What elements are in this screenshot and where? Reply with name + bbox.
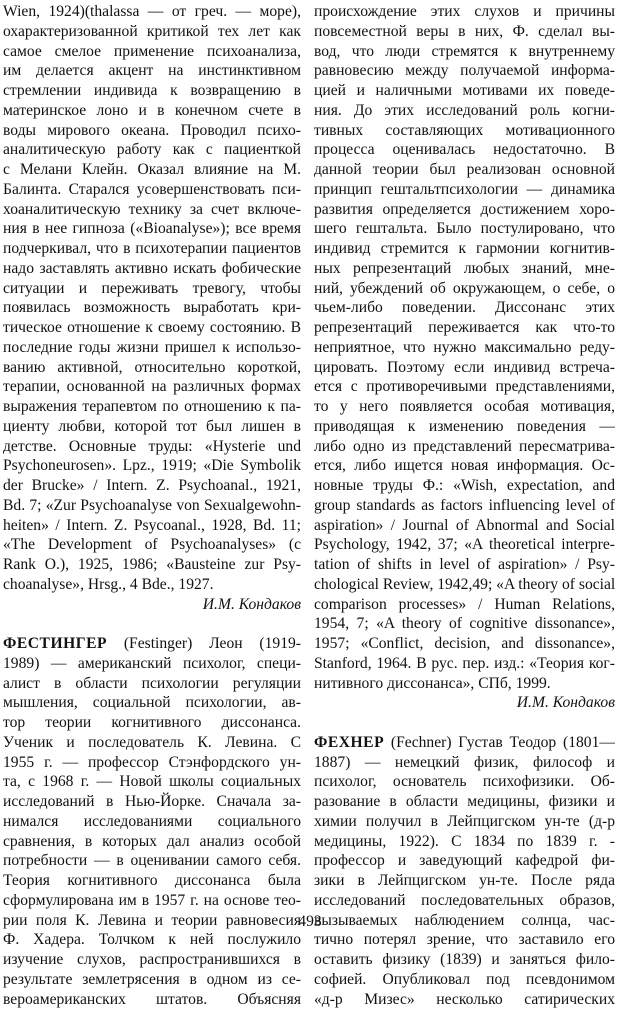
text-line: Rank O.), 1925, 1986; «Bausteine zur Psy- bbox=[3, 555, 301, 575]
text-line: аналитическую работу как с пациенткой bbox=[3, 140, 301, 160]
text-line: ния в нее гипноза («Bioanalyse»); все время bbox=[3, 219, 301, 239]
fechner-heading-rest: (Fechner) Густав Теодор (1801— bbox=[384, 734, 615, 751]
text-line: терапии, основанной на различных формах bbox=[3, 377, 301, 397]
text-line: та, с 1968 г. — Новой школы социальных bbox=[3, 772, 301, 792]
text-line: циенту любви, которой тот был лишен в bbox=[3, 417, 301, 437]
text-line: comparison processes» / Human Relations, bbox=[314, 595, 615, 615]
text-line: исследований последовательных образов, bbox=[314, 891, 615, 911]
text-line: ний, убеждений об окружающем, о себе, о bbox=[314, 279, 615, 299]
text-line: Теория когнитивного диссонанса была bbox=[3, 871, 301, 891]
text-line: развития определяется достижением хоро- bbox=[314, 200, 615, 220]
text-line: choanalyse», Hrsg., 4 Bde., 1927. bbox=[3, 575, 301, 595]
festinger-headword: ФЕСТИНГЕР bbox=[3, 635, 107, 652]
spacer bbox=[314, 713, 615, 733]
text-line: вод, что люди стремятся к внутреннему bbox=[314, 42, 615, 62]
text-line: 1957; «Conflict, decision, and dissonance», bbox=[314, 634, 615, 654]
text-line: ется, либо ищется новая информация. Ос- bbox=[314, 456, 615, 476]
text-line: софией. Опубликовал под псевдонимом bbox=[314, 970, 615, 990]
text-line: ния. До этих исследований роль когни- bbox=[314, 101, 615, 121]
text-line: медицины, 1922). С 1834 по 1839 г. - bbox=[314, 832, 615, 852]
author-signature: И.М. Кондаков bbox=[3, 595, 301, 615]
text-line: равновесию между получаемой информа- bbox=[314, 61, 615, 81]
left-column bbox=[3, 2, 301, 1009]
text-line: Psychology, 1942, 37; «A theoretical interpre- bbox=[314, 535, 615, 555]
text-line: chological Review, 1942,49; «A theory of social bbox=[314, 575, 615, 595]
right-column bbox=[314, 2, 615, 1009]
text-line: материнское лоно и в конечном счете в bbox=[3, 101, 301, 121]
text-line: потребности — в оценивании самого себя. bbox=[3, 851, 301, 871]
text-line: ется с противоречивыми представлениями, bbox=[314, 377, 615, 397]
text-line: химии получил в Лейпцигском ун-те (д-р bbox=[314, 812, 615, 832]
text-line: вероамериканских штатов. Объясняя bbox=[3, 990, 301, 1009]
text-line: ванию активной, относительно короткой, bbox=[3, 358, 301, 378]
text-line: тическое отношение к своему состоянию. В bbox=[3, 318, 301, 338]
text-line: происхождение этих слухов и причины bbox=[314, 2, 615, 22]
text-line: 1887) — немецкий физик, философ и bbox=[314, 753, 615, 773]
text-line: оставить физику (1839) и заняться фило- bbox=[314, 950, 615, 970]
text-line: охарактеризованной критикой тех лет как bbox=[3, 22, 301, 42]
text-line: 1955 г. — профессор Стэнфордского ун- bbox=[3, 753, 301, 773]
festinger-entry-text bbox=[3, 654, 301, 1009]
text-line: либо одно из представлений пересматрива- bbox=[314, 437, 615, 457]
text-line: рии поля К. Левина и теории равновесия bbox=[3, 911, 301, 931]
text-line: неприятное, что нужно максимально реду- bbox=[314, 338, 615, 358]
text-line: group standards as factors influencing level of bbox=[314, 496, 615, 516]
festinger-heading-rest: (Festinger) Леон (1919- bbox=[107, 635, 301, 652]
text-line: надо заставлять активно искать фобические bbox=[3, 259, 301, 279]
text-line: последние годы жизни пришел к использо- bbox=[3, 338, 301, 358]
text-line: Stanford, 1964. В рус. пер. изд.: «Теория ког- bbox=[314, 654, 615, 674]
text-line: 1954, 7; «A theory of cognitive dissonance», bbox=[314, 614, 615, 634]
text-line: Ф. Хадера. Толчком к ней послужило bbox=[3, 930, 301, 950]
text-line: детстве. Основные труды: «Hysterie und bbox=[3, 437, 301, 457]
text-line: воды мирового океана. Проводил психо- bbox=[3, 121, 301, 141]
text-line: сравнения, в которых дал анализ особой bbox=[3, 832, 301, 852]
text-line: психолог, основатель психофизики. Об- bbox=[314, 772, 615, 792]
text-line: стремлении индивида к возвращению в bbox=[3, 81, 301, 101]
text-line: новные труды Ф.: «Wish, expectation, and bbox=[314, 476, 615, 496]
text-line: Wien, 1924)(thalassa — от греч. — море), bbox=[3, 2, 301, 22]
text-line: шего гештальта. Было постулировано, что bbox=[314, 219, 615, 239]
text-line: самое смелое применение психоанализа, bbox=[3, 42, 301, 62]
text-line: зики в Лейпцигском ун-те. После ряда bbox=[314, 871, 615, 891]
text-line: 1989) — американский психолог, специ- bbox=[3, 654, 301, 674]
text-line: der Brucke» / Intern. Z. Psychoanal., 1921, bbox=[3, 476, 301, 496]
text-line: тично потерял зрение, что заставило его bbox=[314, 930, 615, 950]
text-line: повсеместной веры в них, Ф. сделал вы- bbox=[314, 22, 615, 42]
text-line: им делается акцент на инстинктивном bbox=[3, 61, 301, 81]
fechner-headword: ФЕХНЕР bbox=[314, 734, 384, 751]
text-line: «The Development of Psychoanalyses» (с bbox=[3, 535, 301, 555]
text-line: профессор и заведующий кафедрой фи- bbox=[314, 851, 615, 871]
text-line: подчеркивал, что в психотерапии пациентов bbox=[3, 239, 301, 259]
text-line: приводящая к изменению поведения — bbox=[314, 417, 615, 437]
ferenczi-entry-text bbox=[3, 2, 301, 595]
text-line: то у него появляется особая мотивация, bbox=[314, 397, 615, 417]
spacer bbox=[3, 614, 301, 634]
text-line: разование в области медицины, физики и bbox=[314, 792, 615, 812]
text-line: тор теории когнитивного диссонанса. bbox=[3, 713, 301, 733]
text-line: изучение слухов, распространившихся в bbox=[3, 950, 301, 970]
text-line: исследований в Нью-Йорке. Сначала за- bbox=[3, 792, 301, 812]
text-line: результате землетрясения в одном из се- bbox=[3, 970, 301, 990]
text-line: ситуации и переживать тревогу, чтобы bbox=[3, 279, 301, 299]
text-line: хоаналитическую технику за счет включе- bbox=[3, 200, 301, 220]
text-line: цией и наличными мотивами их поведе- bbox=[314, 81, 615, 101]
text-line: нимался исследованиями социального bbox=[3, 812, 301, 832]
text-line: с Мелани Клейн. Оказал влияние на М. bbox=[3, 160, 301, 180]
text-line: мышления, социальной психологии, ав- bbox=[3, 693, 301, 713]
text-line: появилась возможность выработать кри- bbox=[3, 298, 301, 318]
text-line: сформулирована им в 1957 г. на основе тео- bbox=[3, 891, 301, 911]
text-line: Ученик и последователь К. Левина. С bbox=[3, 733, 301, 753]
festinger-entry-heading bbox=[3, 634, 301, 654]
text-line: «д-р Мизес» несколько сатирических bbox=[314, 990, 615, 1009]
text-line: Psychoneurosen». Lpz., 1919; «Die Symbolik bbox=[3, 456, 301, 476]
text-line: tation of shifts in level of aspiration» / Psy- bbox=[314, 555, 615, 575]
text-line: репрезентаций переживается как что-то bbox=[314, 318, 615, 338]
text-line: принцип гештальтпсихологии — динамика bbox=[314, 180, 615, 200]
fechner-entry-text bbox=[314, 753, 615, 1009]
text-line: цировать. Поэтому если индивид встреча- bbox=[314, 358, 615, 378]
text-line: Bd. 7; «Zur Psychoanalyse von Sexualgewohn- bbox=[3, 496, 301, 516]
text-line: Балинта. Старался усовершенствовать пси- bbox=[3, 180, 301, 200]
text-line: алист в области психологии регуляции bbox=[3, 674, 301, 694]
text-line: вызываемых наблюдением солнца, час- bbox=[314, 911, 615, 931]
fechner-entry-heading bbox=[314, 733, 615, 753]
text-line: тивных составляющих мотивационного bbox=[314, 121, 615, 141]
text-line: aspiration» / Journal of Abnormal and Social bbox=[314, 516, 615, 536]
page-number: 493 bbox=[0, 912, 620, 932]
text-line: процесса оценивалась недостаточно. В bbox=[314, 140, 615, 160]
text-line: чьем-либо поведении. Диссонанс этих bbox=[314, 298, 615, 318]
text-line: данной теории был реализован основной bbox=[314, 160, 615, 180]
text-line: ных репрезентаций любых знаний, мне- bbox=[314, 259, 615, 279]
text-line: heiten» / Intern. Z. Psycoanal., 1928, Bd. 11; bbox=[3, 516, 301, 536]
text-line: индивид стремится к гармонии когнитив- bbox=[314, 239, 615, 259]
festinger-entry-continuation bbox=[314, 2, 615, 693]
text-line: выражения терапевтом по отношению к па- bbox=[3, 397, 301, 417]
text-line: нитивного диссонанса», СПб, 1999. bbox=[314, 674, 615, 694]
author-signature: И.М. Кондаков bbox=[314, 693, 615, 713]
